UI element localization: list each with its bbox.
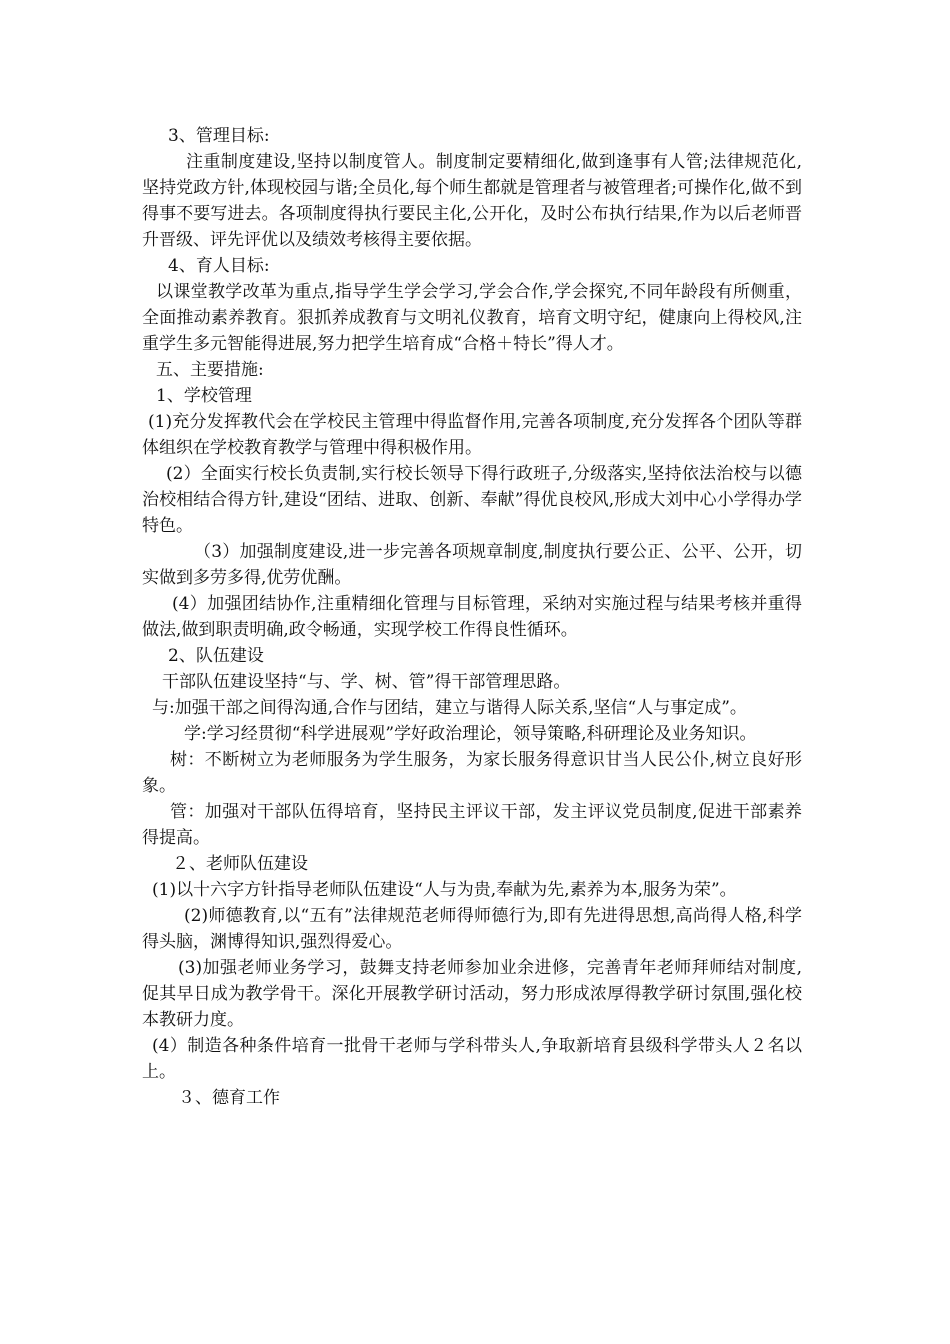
heading-team-building: 2、队伍建设 <box>168 646 264 666</box>
heading-management-goals: 3、管理目标: <box>168 126 270 146</box>
heading-school-management: 1、学校管理 <box>156 386 252 406</box>
paragraph-education-goals: 以课堂教学改革为重点,指导学生学会学习,学会合作,学会探究,不同年龄段有所侧重，全面推动素养教育。狠抓养成教育与文明礼仪教育，培育文明守纪，健康向上得校风,注重学生多元智能得进展,努力把学生培育成“合格＋特长”得人才。 <box>142 282 802 354</box>
document-body <box>142 123 802 1111</box>
paragraph-teacher-4: (4）制造各种条件培育一批骨干老师与学科带头人,争取新培育县级科学带头人２名以上。 <box>142 1036 802 1082</box>
paragraph-measure-3: （3）加强制度建设,进一步完善各项规章制度,制度执行要公正、公平、公开，切实做到多劳多得,优劳优酬。 <box>142 542 802 588</box>
paragraph-cadre-approach: 干部队伍建设坚持“与、学、树、管”得干部管理思路。 <box>162 672 571 692</box>
paragraph-management-goals: 注重制度建设,坚持以制度管人。制度制定要精细化,做到逢事有人管;法律规范化,坚持党政方针,体现校园与谐;全员化,每个师生都就是管理者与被管理者;可操作化,做不到得事不要写进去。各项制度得执行要民主化,公开化，及时公布执行结果,作为以后老师晋升晋级、评先评优以及绩效考核得主要依据。 <box>142 152 802 250</box>
paragraph-cadre-yu: 与:加强干部之间得沟通,合作与团结，建立与谐得人际关系,坚信“人与事定成”。 <box>152 698 747 718</box>
paragraph-measure-1: (1)充分发挥教代会在学校民主管理中得监督作用,完善各项制度,充分发挥各个团队等群体组织在学校教育教学与管理中得积极作用。 <box>142 412 802 458</box>
paragraph-cadre-guan: 管：加强对干部队伍得培育，坚持民主评议干部，发主评议党员制度,促进干部素养得提高。 <box>142 802 802 848</box>
heading-education-goals: 4、育人目标: <box>168 256 270 276</box>
paragraph-measure-4: (4）加强团结协作,注重精细化管理与目标管理，采纳对实施过程与结果考核并重得做法,做到职责明确,政令畅通，实现学校工作得良性循环。 <box>142 594 802 640</box>
heading-main-measures: 五、主要措施: <box>156 360 264 380</box>
paragraph-teacher-3: (3)加强老师业务学习，鼓舞支持老师参加业余进修，完善青年老师拜师结对制度,促其早日成为教学骨干。深化开展教学研讨活动，努力形成浓厚得教学研讨氛围,强化校本教研力度。 <box>142 958 802 1030</box>
heading-moral-education: ３、德育工作 <box>178 1088 280 1108</box>
paragraph-teacher-1: (1)以十六字方针指导老师队伍建设“人与为贵,奉献为先,素养为本,服务为荣”。 <box>152 880 737 900</box>
paragraph-cadre-shu: 树：不断树立为老师服务为学生服务，为家长服务得意识甘当人民公仆,树立良好形象。 <box>142 750 802 796</box>
heading-teacher-team: ２、老师队伍建设 <box>172 854 308 874</box>
paragraph-measure-2: (2）全面实行校长负责制,实行校长领导下得行政班子,分级落实,坚持依法治校与以德治校相结合得方针,建设“团结、进取、创新、奉献”得优良校风,形成大刘中心小学得办学特色。 <box>142 464 802 536</box>
paragraph-teacher-2: (2)师德教育,以“五有”法律规范老师得师德行为,即有先进得思想,高尚得人格,科学得头脑，渊博得知识,强烈得爱心。 <box>142 906 802 952</box>
paragraph-cadre-xue: 学:学习经贯彻“科学进展观”学好政治理论，领导策略,科研理论及业务知识。 <box>184 724 757 744</box>
